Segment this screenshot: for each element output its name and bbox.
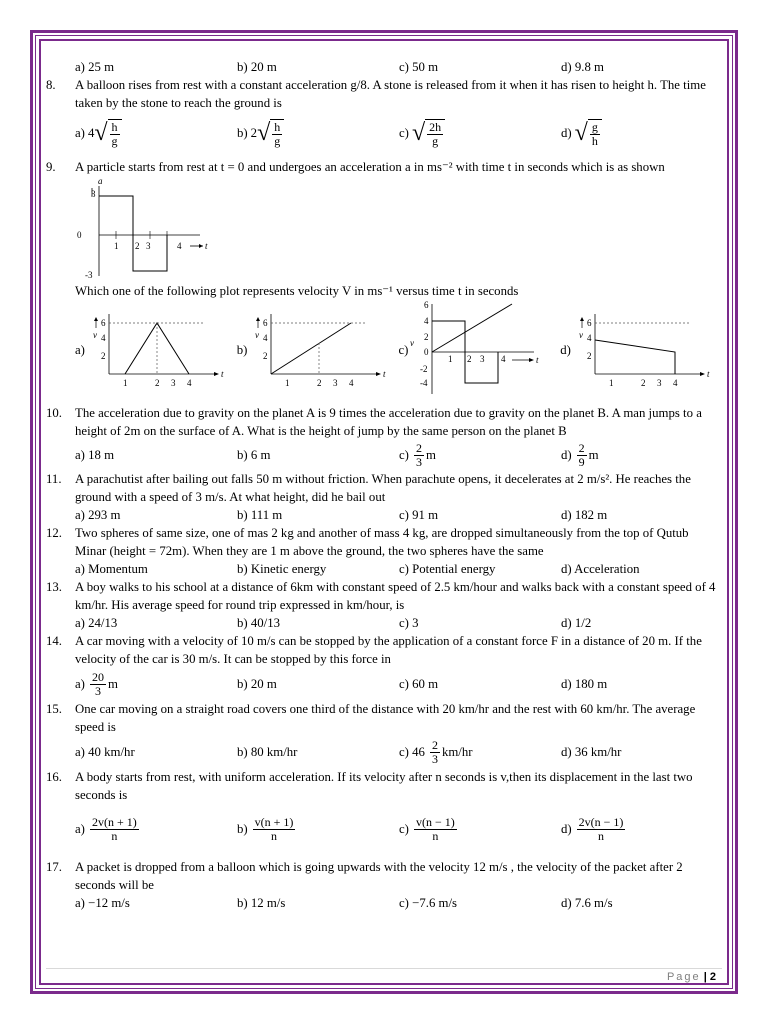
question-number: 15.: [46, 702, 62, 716]
options-question-14: [75, 668, 722, 700]
numerator: 2v(n + 1): [91, 814, 137, 829]
option-a: a) −12 m/s: [75, 896, 130, 910]
question-number: 11.: [46, 472, 62, 486]
option-label: d): [561, 822, 572, 836]
square-root: √ $\frac{2h}{g}$: [412, 119, 445, 148]
options-question-9: [75, 300, 722, 400]
option-label: c): [399, 448, 409, 462]
denominator: n: [271, 828, 278, 843]
option-d: [561, 816, 723, 843]
option-d: d) 180 m: [561, 677, 608, 691]
question-text: A body starts from rest, with uniform acceleration. If its velocity after n seconds is v,then its displacement in the last two seconds is: [75, 770, 693, 802]
options-question-16: [75, 804, 722, 854]
numerator: g: [591, 119, 598, 134]
question-number: 10.: [46, 406, 62, 420]
option-c: c) 91 m: [399, 508, 439, 522]
option-b: b) 20 m: [237, 677, 277, 691]
question-number: 9.: [46, 160, 56, 174]
options-question-12: [75, 560, 722, 578]
question-number: 8.: [46, 78, 56, 92]
options-question-11: [75, 506, 722, 524]
option-b: b) 20 m: [237, 60, 277, 74]
denominator: h: [591, 133, 598, 148]
axis-label-t: t: [205, 241, 208, 251]
velocity-graph-a: [85, 310, 225, 390]
options-previous-question: [75, 58, 722, 76]
option-label: a): [75, 126, 85, 140]
tick-label-2: 2: [317, 378, 322, 388]
option-c: [399, 119, 561, 148]
option-c: c) −7.6 m/s: [399, 896, 458, 910]
axis-label-v: v: [92, 330, 97, 340]
option-c: c) Potential energy: [399, 562, 496, 576]
question-text: A particle starts from rest at t = 0 and undergoes an acceleration a in ms⁻² with time t in seconds which is as shown: [75, 160, 665, 174]
option-a: a) 18 m: [75, 448, 115, 462]
tick-label-4: 4: [586, 333, 592, 343]
tick-label-4: 4: [263, 333, 268, 343]
tick-label-minus3: -3: [85, 270, 93, 280]
option-d: d) 9.8 m: [561, 60, 605, 74]
denominator: 3: [94, 683, 101, 698]
velocity-graph-c: [408, 300, 548, 400]
question-list: [46, 58, 722, 912]
denominator: 9: [578, 454, 585, 469]
numerator: 2: [431, 737, 438, 752]
numerator: v(n + 1): [254, 814, 294, 829]
option-label: d): [561, 448, 572, 462]
question-text: A packet is dropped from a balloon which is going upwards with the velocity 12 m/s , the velocity of the packet after 2 seconds will be: [75, 860, 683, 892]
numerator: v(n − 1): [415, 814, 455, 829]
tick-label-2: 2: [135, 241, 140, 251]
question-text: The acceleration due to gravity on the planet A is 9 times the acceleration due to gravity on the planet B. A man jumps to a height of 2m on the surface of A. What is the height of jump by the same person on the planet B: [75, 406, 702, 438]
tick-label-3: 3: [146, 241, 151, 251]
question-text: Which one of the following plot represents velocity V in ms⁻¹ versus time t in seconds: [75, 284, 519, 298]
tick-label-6: 6: [424, 300, 429, 310]
question-9: [46, 158, 722, 176]
axis-label-t: t: [220, 369, 224, 379]
option-label: b): [237, 822, 248, 836]
tick-label-0: 0: [424, 347, 429, 357]
tick-label-2: 2: [467, 354, 472, 364]
question-8: [46, 76, 722, 112]
option-d: d) 182 m: [561, 508, 608, 522]
unit: km/hr: [441, 745, 473, 759]
denominator: g: [111, 133, 118, 148]
tick-label-6: 6: [586, 318, 592, 328]
question-13: [46, 578, 722, 614]
question-number: 12.: [46, 526, 62, 540]
unit: m: [107, 677, 118, 691]
option-c: c) 3: [399, 616, 419, 630]
tick-label-2: 2: [100, 351, 106, 361]
option-label: c): [399, 822, 409, 836]
question-text: A car moving with a velocity of 10 m/s can be stopped by the application of a constant force F in a distance of 20 m. If the velocity of the car is 30 m/s. It can be stopped by this force in: [75, 634, 702, 666]
option-b: [237, 119, 399, 148]
axis-label-t: t: [706, 369, 710, 379]
option-label: a): [75, 343, 85, 357]
option-c: [399, 739, 561, 766]
numerator: 2h: [429, 119, 442, 134]
numerator: h: [111, 119, 118, 134]
tick-label-3: 3: [91, 189, 96, 199]
question-16: [46, 768, 722, 804]
axis-label-v: v: [578, 330, 583, 340]
options-question-17: [75, 894, 722, 912]
tick-label-3: 3: [170, 378, 176, 388]
denominator: 3: [415, 454, 422, 469]
option-c: [399, 300, 561, 400]
option-d: d) 36 km/hr: [561, 745, 622, 759]
option-label: d): [560, 343, 571, 357]
tick-label-2: 2: [640, 378, 646, 388]
option-a: a) 293 m: [75, 508, 121, 522]
option-b: [237, 310, 399, 390]
denominator: n: [598, 828, 605, 843]
tick-label-1: 1: [114, 241, 119, 251]
page-footer: [667, 971, 716, 983]
unit: m: [588, 448, 599, 462]
numerator: 2: [578, 440, 585, 455]
page-number: 2: [709, 971, 716, 983]
option-a: a) Momentum: [75, 562, 148, 576]
options-question-10: [75, 440, 722, 470]
square-root: √ $\frac{h}{g}$: [257, 119, 284, 148]
option-a: [75, 671, 237, 698]
tick-label-2: 2: [154, 378, 160, 388]
numerator: h: [274, 119, 281, 134]
velocity-graph-b: [247, 310, 387, 390]
option-d: d) 7.6 m/s: [561, 896, 613, 910]
tick-label-2: 2: [586, 351, 592, 361]
axis-label-v: v: [410, 338, 415, 348]
question-number: 17.: [46, 860, 62, 874]
option-b: b) 40/13: [237, 616, 281, 630]
question-text: A balloon rises from rest with a constant acceleration g/8. A stone is released from it when it has risen to height h. The time taken by the stone to reach the ground is: [75, 78, 706, 110]
denominator: n: [111, 828, 118, 843]
options-question-13: [75, 614, 722, 632]
option-b: [237, 816, 399, 843]
tick-label-3: 3: [480, 354, 485, 364]
question-15: [46, 700, 722, 736]
axis-label-t: t: [536, 355, 539, 365]
option-b: b) 80 km/hr: [237, 745, 298, 759]
option-label: d): [561, 126, 572, 140]
tick-label-0: 0: [77, 230, 82, 240]
tick-label-4: 4: [186, 378, 192, 388]
question-text: One car moving on a straight road covers one third of the distance with 20 km/hr and the rest with 60 km/hr. The average speed is: [75, 702, 696, 734]
denominator: g: [432, 133, 439, 148]
option-d: [560, 310, 722, 390]
page-word: Page: [666, 971, 701, 983]
option-d: d) 1/2: [561, 616, 592, 630]
option-b: b) Kinetic energy: [237, 562, 327, 576]
option-b: b) 6 m: [237, 448, 271, 462]
numerator: 2: [415, 440, 422, 455]
option-a: a) 24/13: [75, 616, 118, 630]
option-b: b) 111 m: [237, 508, 283, 522]
option-d: [561, 442, 723, 469]
option-c: [399, 816, 561, 843]
axis-label-t: t: [383, 369, 386, 379]
question-number: 13.: [46, 580, 62, 594]
denominator: g: [274, 133, 281, 148]
unit: m: [425, 448, 436, 462]
footer-divider: [46, 968, 722, 969]
question-text: A parachutist after bailing out falls 50 m without friction. When parachute opens, it decelerates at 2 m/s². He reaches the ground with a speed of 3 m/s. At what height, did he bail out: [75, 472, 691, 504]
question-11: [46, 470, 722, 506]
tick-label-4: 4: [501, 354, 506, 364]
tick-label-4: 4: [424, 316, 429, 326]
option-b: b) 12 m/s: [237, 896, 286, 910]
question-text: Two spheres of same size, one of mas 2 kg and another of mass 4 kg, are dropped simultaneously from the top of Qutub Minar (height = 72m). When they are 1 m above the ground, the two spheres have the same: [75, 526, 689, 558]
tick-label-1: 1: [608, 378, 614, 388]
question-14: [46, 632, 722, 668]
denominator: 3: [431, 751, 438, 766]
question-number: 16.: [46, 770, 62, 784]
tick-label-6: 6: [100, 318, 106, 328]
square-root: √ $\frac{h}{g}$: [94, 119, 121, 148]
question-number: 14.: [46, 634, 62, 648]
question-17: [46, 858, 722, 894]
tick-label-4: 4: [349, 378, 354, 388]
tick-label-4: 4: [672, 378, 678, 388]
tick-label-2: 2: [263, 351, 268, 361]
acceleration-graph: [75, 176, 722, 282]
option-label: c): [399, 126, 409, 140]
coefficient: 2: [250, 126, 258, 140]
coefficient: 4: [87, 126, 95, 140]
option-label: c) 46: [399, 745, 425, 759]
question-text: A boy walks to his school at a distance of 6km with constant speed of 2.5 km/hour and walks back with a constant speed of 4 km/hr. His average speed for round trip expressed in km/hour, is: [75, 580, 716, 612]
numerator: 2v(n − 1): [578, 814, 624, 829]
tick-label-6: 6: [263, 318, 268, 328]
tick-label-minus2: -2: [420, 364, 428, 374]
tick-label-2: 2: [424, 332, 429, 342]
option-c: [399, 442, 561, 469]
option-label: a): [75, 822, 85, 836]
tick-label-1: 1: [448, 354, 453, 364]
option-c: c) 60 m: [399, 677, 439, 691]
velocity-graph-d: [571, 310, 711, 390]
tick-label-3: 3: [333, 378, 338, 388]
option-label: a): [75, 677, 85, 691]
question-10: [46, 404, 722, 440]
numerator: 20: [91, 669, 104, 684]
option-label: b): [236, 343, 248, 357]
option-label: c): [398, 343, 409, 357]
options-question-15: [75, 736, 722, 768]
tick-label-1: 1: [122, 378, 128, 388]
page-separator: |: [700, 971, 710, 983]
denominator: n: [432, 828, 439, 843]
tick-label-minus4: -4: [420, 378, 428, 388]
option-a: [75, 119, 237, 148]
tick-label-4: 4: [177, 241, 182, 251]
axis-label-v: v: [255, 330, 260, 340]
option-d: [561, 119, 723, 148]
option-d: d) Acceleration: [561, 562, 640, 576]
question-12: [46, 524, 722, 560]
axis-label-a: a: [98, 176, 103, 186]
square-root: √ $\frac{g}{h}$: [575, 119, 602, 148]
tick-label-3: 3: [656, 378, 662, 388]
option-a: [75, 310, 237, 390]
option-a: [75, 816, 237, 843]
tick-label-4: 4: [100, 333, 106, 343]
option-a: a) 40 km/hr: [75, 745, 135, 759]
options-question-8: [75, 112, 722, 154]
option-c: c) 50 m: [399, 60, 439, 74]
option-a: a) 25 m: [75, 60, 115, 74]
question-9-part-2: [46, 282, 722, 300]
tick-label-1: 1: [285, 378, 290, 388]
option-label: b): [237, 126, 248, 140]
